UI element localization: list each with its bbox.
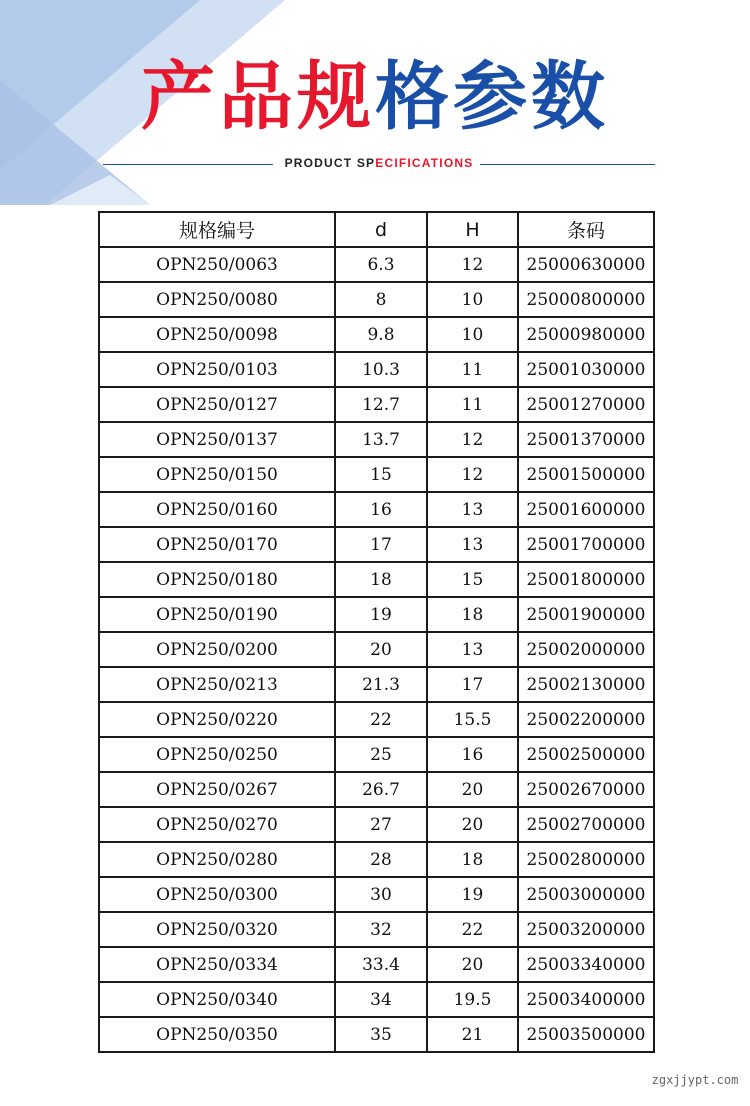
cell-barcode: 25001270000 xyxy=(518,387,654,422)
table-row xyxy=(99,667,654,702)
cell-model: OPN250/0200 xyxy=(99,632,335,667)
cell-barcode: 25002670000 xyxy=(518,772,654,807)
page-subtitle xyxy=(283,156,475,170)
cell-h: 13 xyxy=(427,527,518,562)
cell-model: OPN250/0280 xyxy=(99,842,335,877)
cell-barcode: 25003200000 xyxy=(518,912,654,947)
cell-h: 13 xyxy=(427,492,518,527)
cell-d: 19 xyxy=(335,597,427,632)
cell-d: 9.8 xyxy=(335,317,427,352)
cell-model: OPN250/0170 xyxy=(99,527,335,562)
table-row xyxy=(99,772,654,807)
table-row xyxy=(99,317,654,352)
cell-d: 17 xyxy=(335,527,427,562)
table-row xyxy=(99,492,654,527)
cell-model: OPN250/0137 xyxy=(99,422,335,457)
cell-model: OPN250/0098 xyxy=(99,317,335,352)
cell-barcode: 25002800000 xyxy=(518,842,654,877)
cell-d: 20 xyxy=(335,632,427,667)
cell-h: 12 xyxy=(427,247,518,282)
cell-model: OPN250/0220 xyxy=(99,702,335,737)
table-row xyxy=(99,702,654,737)
cell-h: 13 xyxy=(427,632,518,667)
cell-h: 19 xyxy=(427,877,518,912)
cell-barcode: 25001370000 xyxy=(518,422,654,457)
table-row xyxy=(99,352,654,387)
cell-h: 15 xyxy=(427,562,518,597)
table-row xyxy=(99,807,654,842)
cell-model: OPN250/0300 xyxy=(99,877,335,912)
table-row xyxy=(99,527,654,562)
cell-model: OPN250/0190 xyxy=(99,597,335,632)
cell-d: 13.7 xyxy=(335,422,427,457)
cell-model: OPN250/0213 xyxy=(99,667,335,702)
column-header-h: H xyxy=(427,212,518,247)
table-row xyxy=(99,632,654,667)
column-header-d: d xyxy=(335,212,427,247)
cell-h: 17 xyxy=(427,667,518,702)
table-row xyxy=(99,387,654,422)
cell-barcode: 25002700000 xyxy=(518,807,654,842)
cell-d: 21.3 xyxy=(335,667,427,702)
cell-h: 18 xyxy=(427,842,518,877)
cell-d: 12.7 xyxy=(335,387,427,422)
cell-model: OPN250/0127 xyxy=(99,387,335,422)
cell-h: 16 xyxy=(427,737,518,772)
cell-h: 20 xyxy=(427,772,518,807)
cell-d: 10.3 xyxy=(335,352,427,387)
cell-model: OPN250/0250 xyxy=(99,737,335,772)
cell-d: 35 xyxy=(335,1017,427,1052)
table-row xyxy=(99,1017,654,1052)
table-row xyxy=(99,947,654,982)
cell-model: OPN250/0340 xyxy=(99,982,335,1017)
cell-model: OPN250/0350 xyxy=(99,1017,335,1052)
cell-barcode: 25002130000 xyxy=(518,667,654,702)
table-body xyxy=(99,247,654,1052)
cell-h: 12 xyxy=(427,422,518,457)
subtitle-dark-part: PRODUCT SP xyxy=(284,156,376,170)
cell-h: 15.5 xyxy=(427,702,518,737)
cell-d: 25 xyxy=(335,737,427,772)
cell-model: OPN250/0320 xyxy=(99,912,335,947)
cell-d: 30 xyxy=(335,877,427,912)
cell-d: 18 xyxy=(335,562,427,597)
table-row xyxy=(99,912,654,947)
table-header-row xyxy=(99,212,654,247)
cell-h: 11 xyxy=(427,352,518,387)
cell-d: 34 xyxy=(335,982,427,1017)
cell-h: 18 xyxy=(427,597,518,632)
table-row xyxy=(99,422,654,457)
cell-d: 22 xyxy=(335,702,427,737)
subtitle-divider-left xyxy=(103,164,273,165)
cell-barcode: 25003340000 xyxy=(518,947,654,982)
table-row xyxy=(99,282,654,317)
cell-h: 20 xyxy=(427,807,518,842)
cell-model: OPN250/0267 xyxy=(99,772,335,807)
cell-d: 15 xyxy=(335,457,427,492)
cell-barcode: 25001600000 xyxy=(518,492,654,527)
cell-barcode: 25003500000 xyxy=(518,1017,654,1052)
page-title xyxy=(0,52,750,142)
cell-h: 21 xyxy=(427,1017,518,1052)
cell-h: 19.5 xyxy=(427,982,518,1017)
table-row xyxy=(99,842,654,877)
column-header-model: 规格编号 xyxy=(99,212,335,247)
cell-h: 22 xyxy=(427,912,518,947)
cell-model: OPN250/0150 xyxy=(99,457,335,492)
cell-d: 27 xyxy=(335,807,427,842)
table-row xyxy=(99,562,654,597)
cell-barcode: 25002000000 xyxy=(518,632,654,667)
cell-model: OPN250/0160 xyxy=(99,492,335,527)
cell-d: 28 xyxy=(335,842,427,877)
spec-table xyxy=(98,211,655,1053)
table-row xyxy=(99,737,654,772)
cell-d: 6.3 xyxy=(335,247,427,282)
cell-h: 11 xyxy=(427,387,518,422)
cell-d: 16 xyxy=(335,492,427,527)
cell-h: 20 xyxy=(427,947,518,982)
table-row xyxy=(99,597,654,632)
cell-barcode: 25000980000 xyxy=(518,317,654,352)
cell-barcode: 25002200000 xyxy=(518,702,654,737)
column-header-barcode: 条码 xyxy=(518,212,654,247)
cell-model: OPN250/0103 xyxy=(99,352,335,387)
cell-model: OPN250/0270 xyxy=(99,807,335,842)
cell-model: OPN250/0334 xyxy=(99,947,335,982)
cell-d: 32 xyxy=(335,912,427,947)
cell-h: 10 xyxy=(427,282,518,317)
cell-model: OPN250/0080 xyxy=(99,282,335,317)
table-row xyxy=(99,247,654,282)
cell-barcode: 25000800000 xyxy=(518,282,654,317)
table-row xyxy=(99,877,654,912)
cell-barcode: 25001800000 xyxy=(518,562,654,597)
cell-barcode: 25000630000 xyxy=(518,247,654,282)
cell-barcode: 25001030000 xyxy=(518,352,654,387)
table-row xyxy=(99,457,654,492)
cell-barcode: 25001700000 xyxy=(518,527,654,562)
cell-model: OPN250/0063 xyxy=(99,247,335,282)
cell-model: OPN250/0180 xyxy=(99,562,335,597)
cell-d: 26.7 xyxy=(335,772,427,807)
subtitle-red-part: ECIFICATIONS xyxy=(375,156,474,170)
cell-barcode: 25001500000 xyxy=(518,457,654,492)
cell-h: 12 xyxy=(427,457,518,492)
subtitle-row xyxy=(103,154,655,174)
table-row xyxy=(99,982,654,1017)
cell-barcode: 25003000000 xyxy=(518,877,654,912)
watermark: zgxjjypt.com xyxy=(640,1073,750,1087)
cell-barcode: 25002500000 xyxy=(518,737,654,772)
cell-d: 8 xyxy=(335,282,427,317)
cell-d: 33.4 xyxy=(335,947,427,982)
cell-h: 10 xyxy=(427,317,518,352)
subtitle-divider-right xyxy=(480,164,655,165)
title-blue-part: 格参数 xyxy=(375,54,609,140)
title-red-part: 产品规 xyxy=(141,54,375,140)
cell-barcode: 25001900000 xyxy=(518,597,654,632)
cell-barcode: 25003400000 xyxy=(518,982,654,1017)
